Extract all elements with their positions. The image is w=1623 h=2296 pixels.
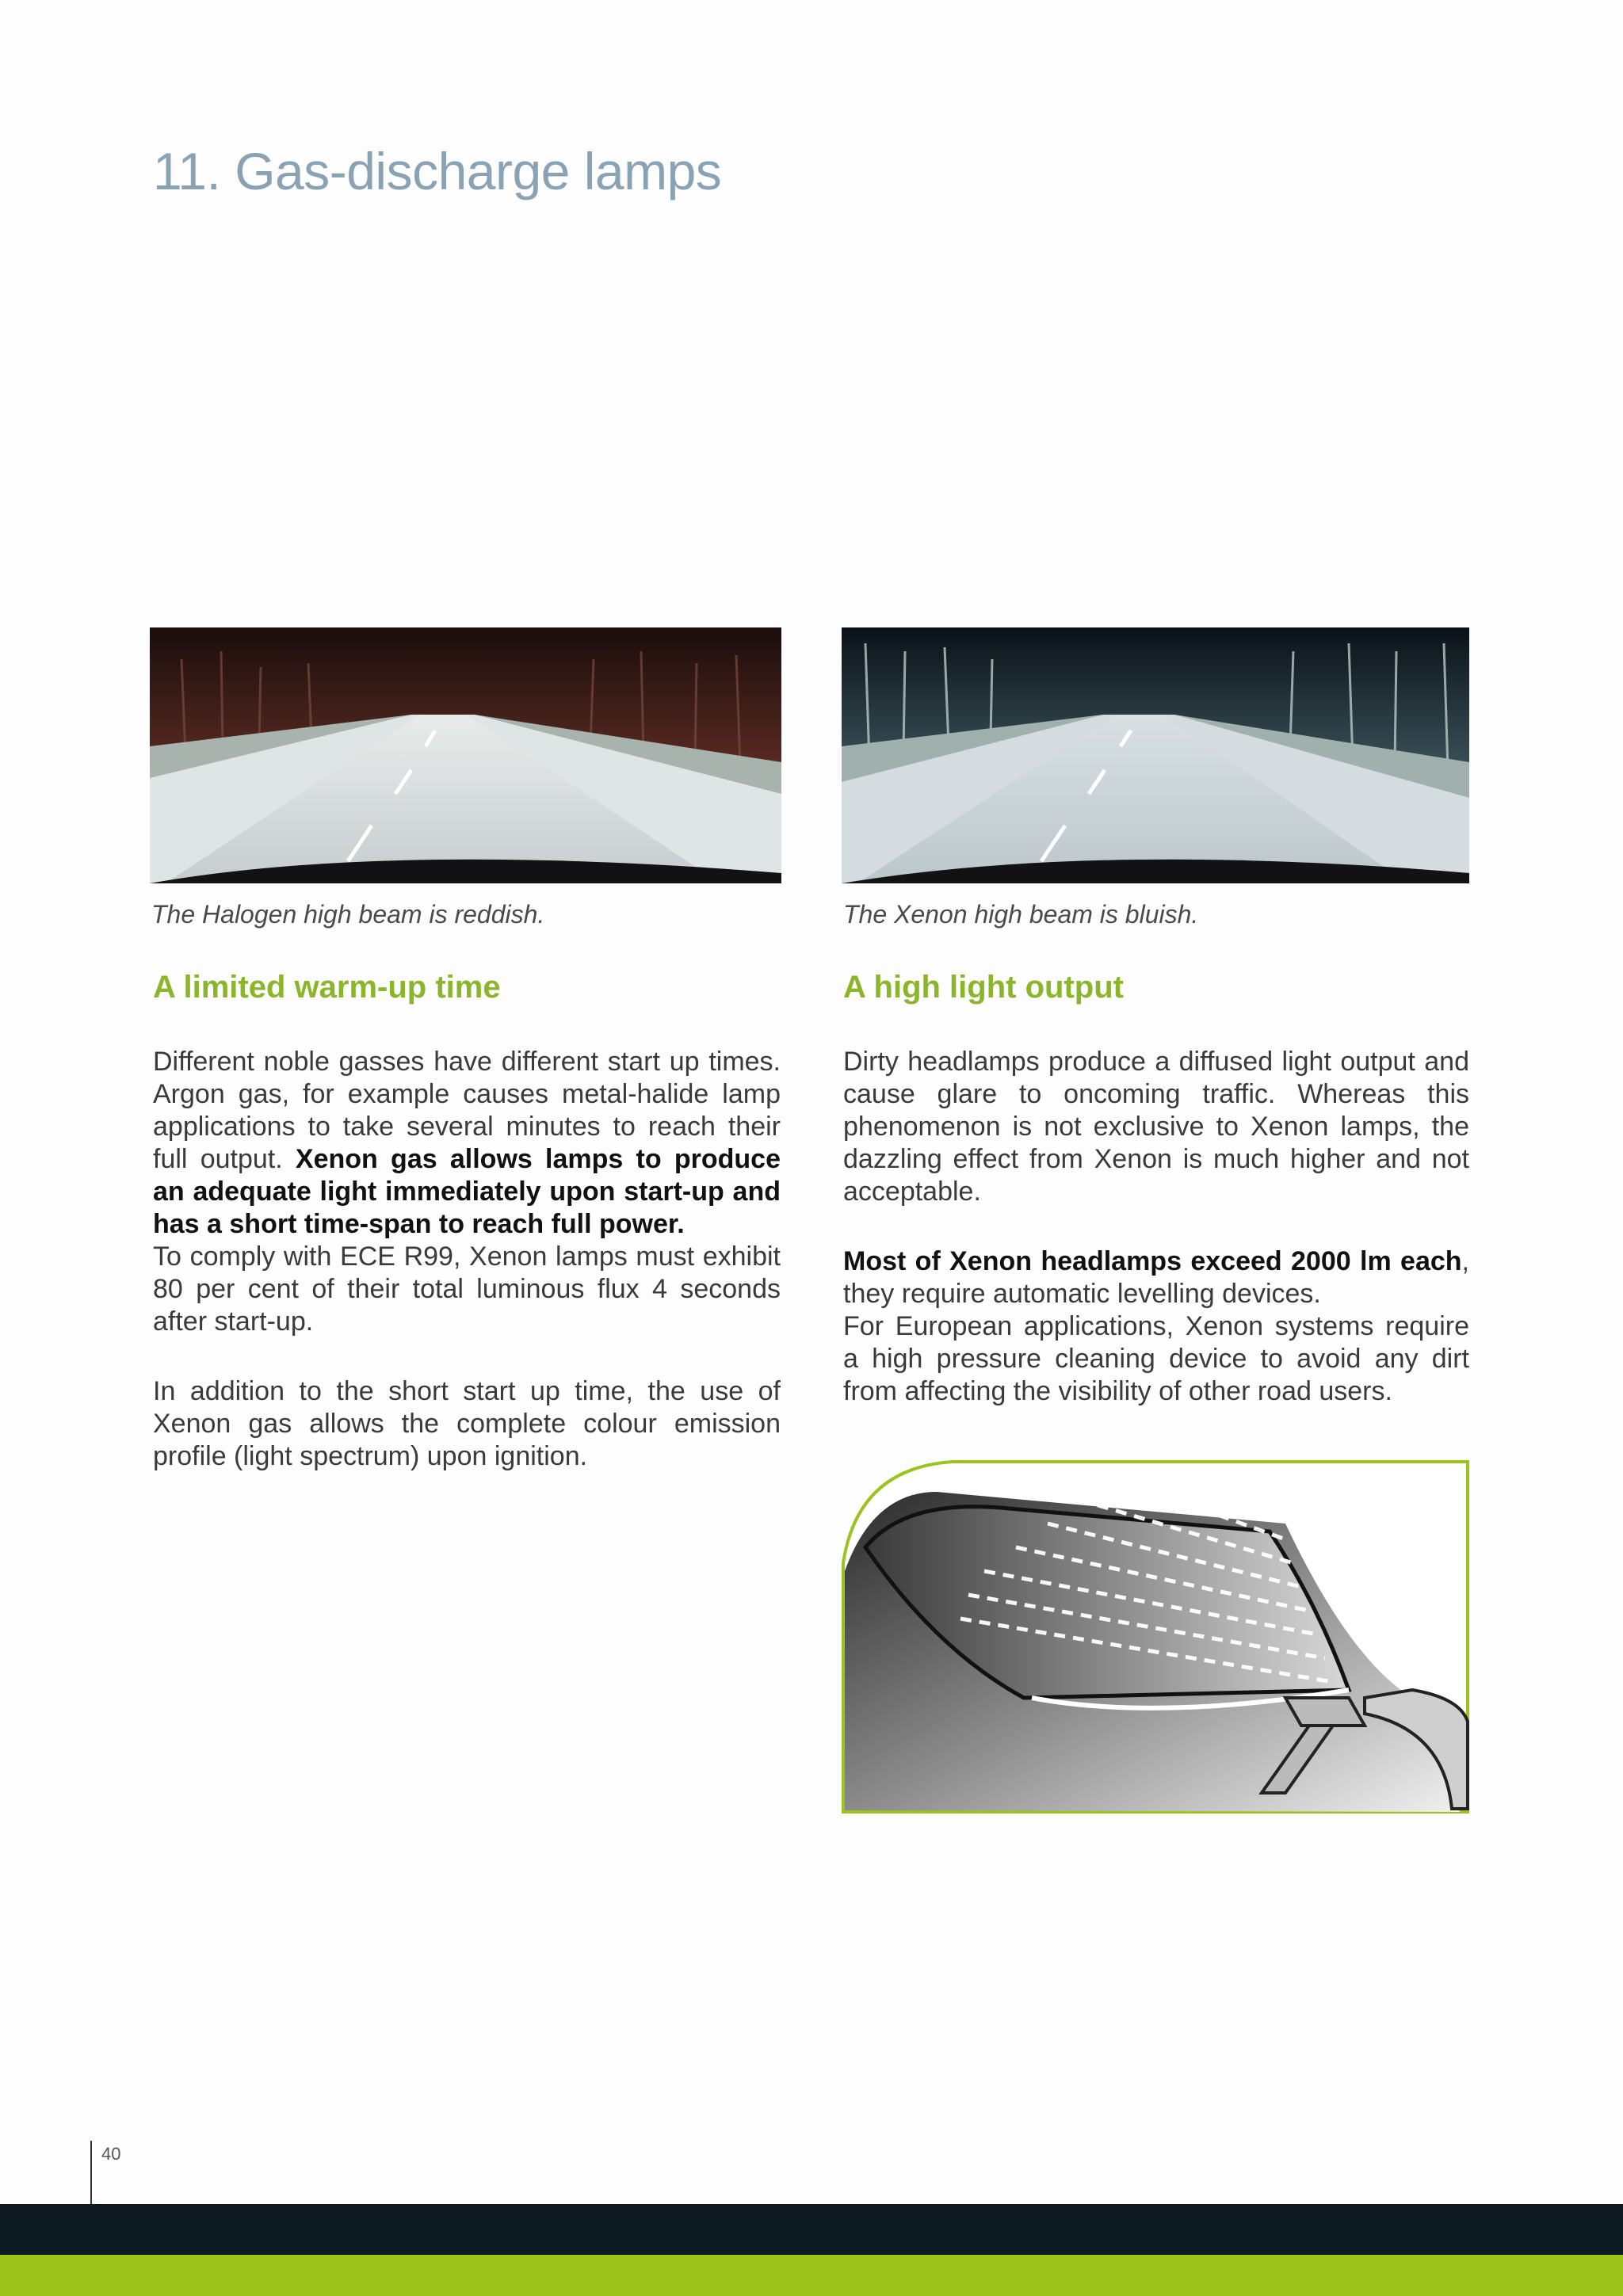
- right-column-text: [843, 1046, 1469, 1408]
- left-bold-statement: Xenon gas allows lamps to produce an adequate light immediately upon start-up and has a short time-span to reach full power.: [153, 1144, 781, 1239]
- right-bold-statement: Most of Xenon headlamps exceed 2000 lm each: [843, 1246, 1462, 1276]
- headlamp-cleaning-illustration: [842, 1460, 1469, 1814]
- right-paragraph-2: Most of Xenon headlamps exceed 2000 lm each, they require automatic levelling devices.: [843, 1246, 1469, 1309]
- warmup-heading: A limited warm-up time: [153, 970, 501, 1005]
- halogen-caption: The Halogen high beam is reddish.: [151, 900, 545, 929]
- xenon-road-photo: [842, 627, 1469, 883]
- right-paragraph-1: Dirty headlamps produce a diffused light output and cause glare to oncoming traffic. Whereas this phenomenon is not exclusive to Xenon lamps, the dazzling effect from Xenon is much higher and not acceptable.: [843, 1047, 1469, 1207]
- footer-dark-band: [0, 2204, 1623, 2255]
- left-paragraph-2: To comply with ECE R99, Xenon lamps must exhibit 80 per cent of their total luminous flux 4 seconds after start-up.: [153, 1241, 781, 1337]
- xenon-caption: The Xenon high beam is bluish.: [843, 900, 1199, 929]
- right-paragraph-3: For European applications, Xenon systems require a high pressure cleaning device to avoid any dirt from affecting the visibility of other road users.: [843, 1311, 1469, 1406]
- page-number: 40: [101, 2144, 121, 2164]
- halogen-road-photo: [150, 627, 781, 883]
- footer-green-band: [0, 2255, 1623, 2296]
- left-paragraph-1: Different noble gasses have different start up times. Argon gas, for example causes metal-halide lamp applications to take several minutes to reach their full output. Xenon gas allows lamps to produce an adequate light immediately upon start-up and has a short time-span to reach full power.: [153, 1047, 781, 1239]
- page-title: 11. Gas-discharge lamps: [153, 142, 722, 200]
- left-paragraph-3: In addition to the short start up time, the use of Xenon gas allows the complete colour emission profile (light spectrum) upon ignition.: [153, 1376, 781, 1471]
- page-number-rule: [90, 2141, 92, 2204]
- light-output-heading: A high light output: [843, 970, 1124, 1005]
- left-column-text: [153, 1046, 781, 1473]
